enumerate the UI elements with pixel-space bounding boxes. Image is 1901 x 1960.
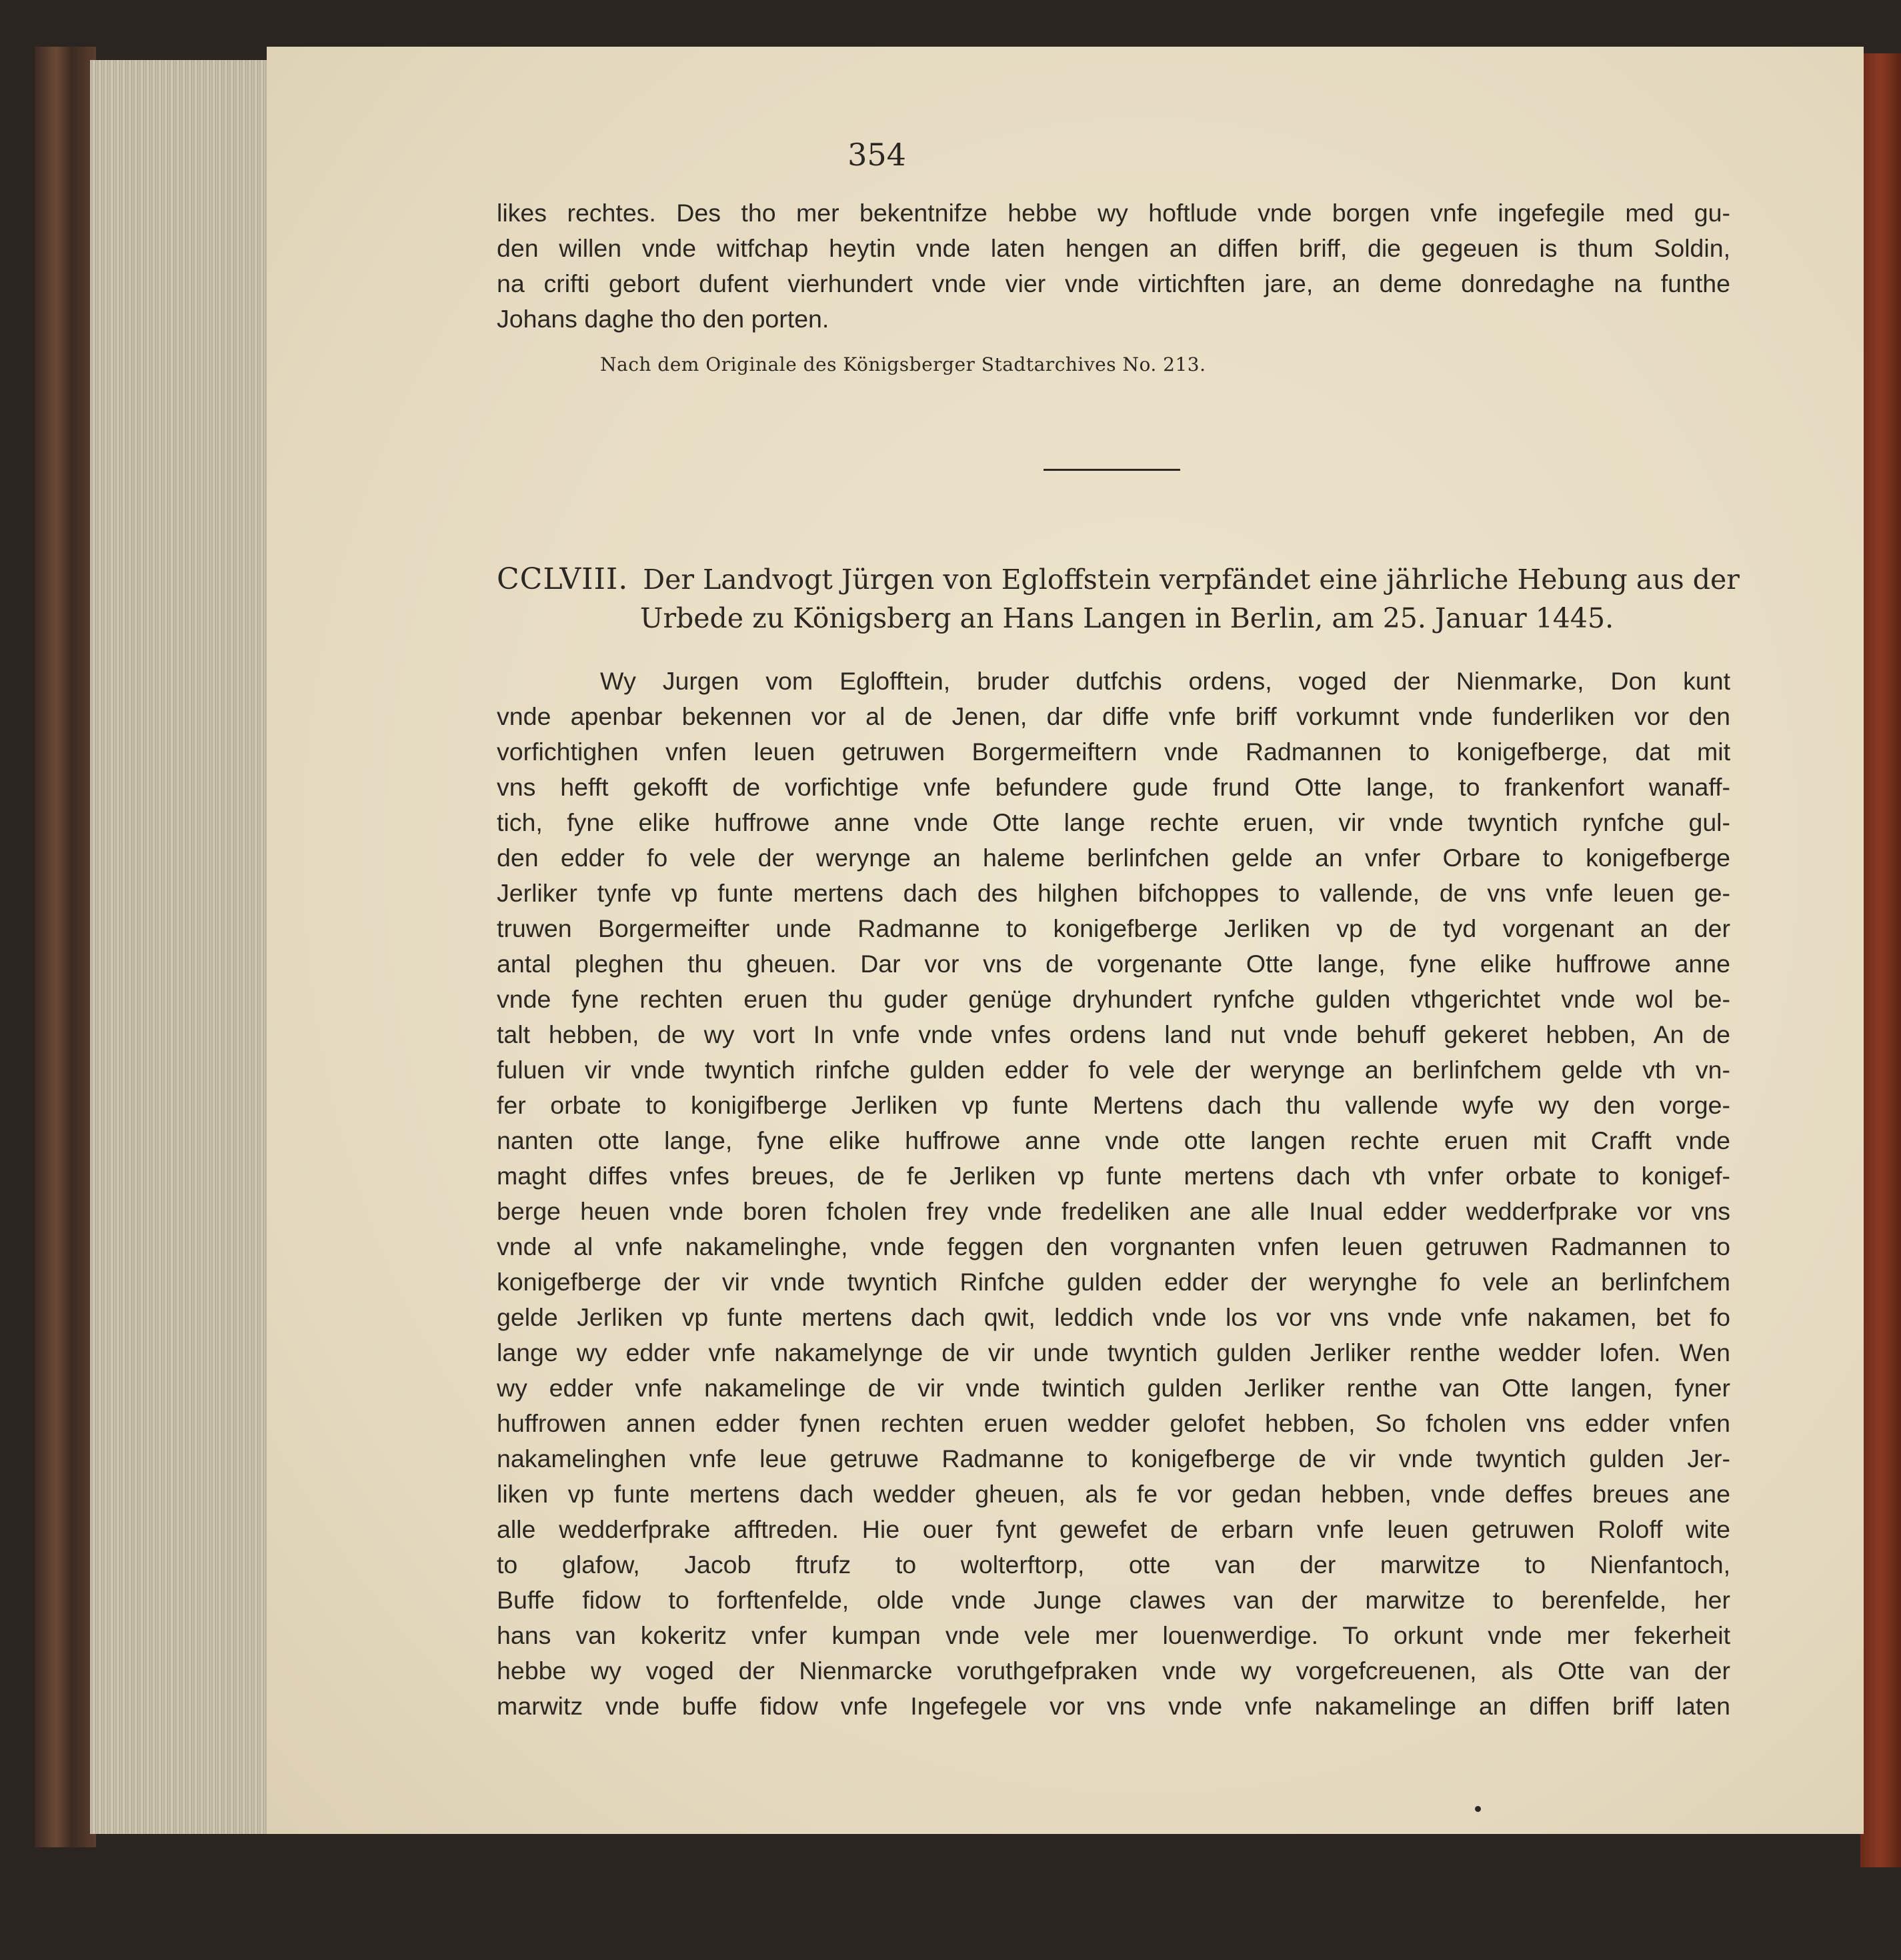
body-line: vorfichtighen vnfen leuen getruwen Borgermeiftern vnde Radmannen to konigefberge, dat mit (497, 738, 1730, 766)
ink-speck (1475, 1806, 1481, 1812)
body-line: konigefberge der vir vnde twyntich Rinfche gulden edder der werynghe fo vele an berlinfchem (497, 1268, 1730, 1296)
body-line: vnde al vnfe nakamelinghe, vnde feggen den vorgnanten vnfen leuen getruwen Radmannen to (497, 1232, 1730, 1260)
section-divider (1044, 469, 1180, 471)
page-edges (90, 60, 271, 1834)
body-line: maght diffes vnfes breues, de fe Jerliken vp funte mertens dach vth vnfer orbate to konigef- (497, 1162, 1730, 1190)
body-line: nakamelinghen vnfe leue getruwe Radmanne to konigefberge de vir vnde twyntich gulden Jer- (497, 1444, 1730, 1473)
document-heading (497, 560, 1740, 638)
body-line: to glafow, Jacob ftrufz to wolterftorp, otte van der marwitze to Nienfantoch, (497, 1551, 1730, 1579)
body-line: wy edder vnfe nakamelinge de vir vnde twintich gulden Jerliker renthe van Otte langen, fyner (497, 1374, 1730, 1402)
top-paragraph (497, 195, 1730, 337)
book-cover-left (35, 47, 96, 1847)
paragraph-line: Johans daghe tho den porten. (497, 305, 829, 333)
body-line: marwitz vnde buffe fidow vnfe Ingefegele vor vns vnde vnfe nakamelinge an diffen briff laten (497, 1692, 1730, 1720)
heading-line-2: Urbede zu Königsberg an Hans Langen in Berlin, am 25. Januar 1445. (639, 602, 1614, 634)
body-line: Buffe fidow to forftenfelde, olde vnde Junge clawes van der marwitze to berenfelde, her (497, 1586, 1730, 1614)
body-line: talt hebben, de wy vort In vnfe vnde vnfes ordens land nut vnde behuff gekeret hebben, An de (497, 1020, 1730, 1048)
body-line: gelde Jerliken vp funte mertens dach qwit, leddich vnde los vor vns vnde vnfe nakamen, bet fo (497, 1303, 1730, 1331)
body-line: fuluen vir vnde twyntich rinfche gulden edder fo vele der werynge an berlinfchem gelde vth vn- (497, 1056, 1730, 1084)
body-line: tich, fyne elike huffrowe anne vnde Otte lange rechte eruen, vir vnde twyntich rynfche gul- (497, 808, 1730, 836)
heading-title-part-1: Der Landvogt Jürgen von Egloffstein verpfändet eine jährliche Hebung aus der (643, 564, 1740, 596)
body-line: nanten otte lange, fyne elike huffrowe anne vnde otte langen rechte eruen mit Crafft vnde (497, 1126, 1730, 1154)
body-line: den edder fo vele der werynge an haleme berlinfchen gelde an vnfer Orbare to konigefberge (497, 844, 1730, 872)
body-line: Jerliker tynfe vp funte mertens dach des hilghen bifchoppes to vallende, de vns vnfe leuen ge- (497, 879, 1730, 907)
body-line: antal pleghen thu gheuen. Dar vor vns de vorgenante Otte lange, fyne elike huffrowe anne (497, 950, 1730, 978)
body-line: truwen Borgermeifter unde Radmanne to konigefberge Jerliken vp de tyd vorgenant an der (497, 914, 1730, 942)
body-line: hans van kokeritz vnfer kumpan vnde vele mer louenwerdige. To orkunt vnde mer fekerheit (497, 1621, 1730, 1649)
body-line: liken vp funte mertens dach wedder gheuen, als fe vor gedan hebben, vnde deffes breues ane (497, 1480, 1730, 1508)
page-number: 354 (847, 137, 906, 173)
source-note: Nach dem Originale des Königsberger Stadtarchives No. 213. (600, 353, 1206, 375)
book-cover-right (1860, 53, 1901, 1867)
body-line: berge heuen vnde boren fcholen frey vnde fredeliken ane alle Inual edder wedderfprake vor vns (497, 1197, 1730, 1225)
body-line: lange wy edder vnfe nakamelynge de vir unde twyntich gulden Jerliker renthe wedder lofen. Wen (497, 1338, 1730, 1366)
body-line: fer orbate to konigifberge Jerliken vp funte Mertens dach thu vallende wyfe wy den vorge- (497, 1091, 1730, 1119)
body-text (497, 664, 1730, 1724)
paragraph-line: den willen vnde witfchap heytin vnde laten hengen an diffen briff, die gegeuen is thum Soldin, (497, 234, 1730, 262)
body-line: vnde apenbar bekennen vor al de Jenen, dar diffe vnfe briff vorkumnt vnde funderliken vor den (497, 702, 1730, 730)
body-line: vns hefft gekofft de vorfichtige vnfe befundere gude frund Otte lange, to frankenfort wanaff- (497, 773, 1730, 801)
body-line: alle wedderfprake afftreden. Hie ouer fynt gewefet de erbarn vnfe leuen getruwen Roloff wite (497, 1515, 1730, 1543)
body-line: hebbe wy voged der Nienmarcke voruthgefpraken vnde wy vorgefcreuenen, als Otte van der (497, 1657, 1730, 1685)
heading-line-1 (497, 560, 1740, 599)
paragraph-line: likes rechtes. Des tho mer bekentnifze hebbe wy hoftlude vnde borgen vnfe ingefegile med gu- (497, 199, 1730, 227)
body-line: huffrowen annen edder fynen rechten eruen wedder gelofet hebben, So fcholen vns edder vnfen (497, 1409, 1730, 1437)
body-line: Wy Jurgen vom Eglofftein, bruder dutfchis ordens, voged der Nienmarke, Don kunt (600, 667, 1730, 695)
body-line: vnde fyne rechten eruen thu guder genüge dryhundert rynfche gulden vthgerichtet vnde wol be- (497, 985, 1730, 1013)
paragraph-line: na crifti gebort dufent vierhundert vnde vier vnde virtichften jare, an deme donredaghe na funthe (497, 269, 1730, 297)
document-number: CCLVIII. (497, 562, 629, 596)
